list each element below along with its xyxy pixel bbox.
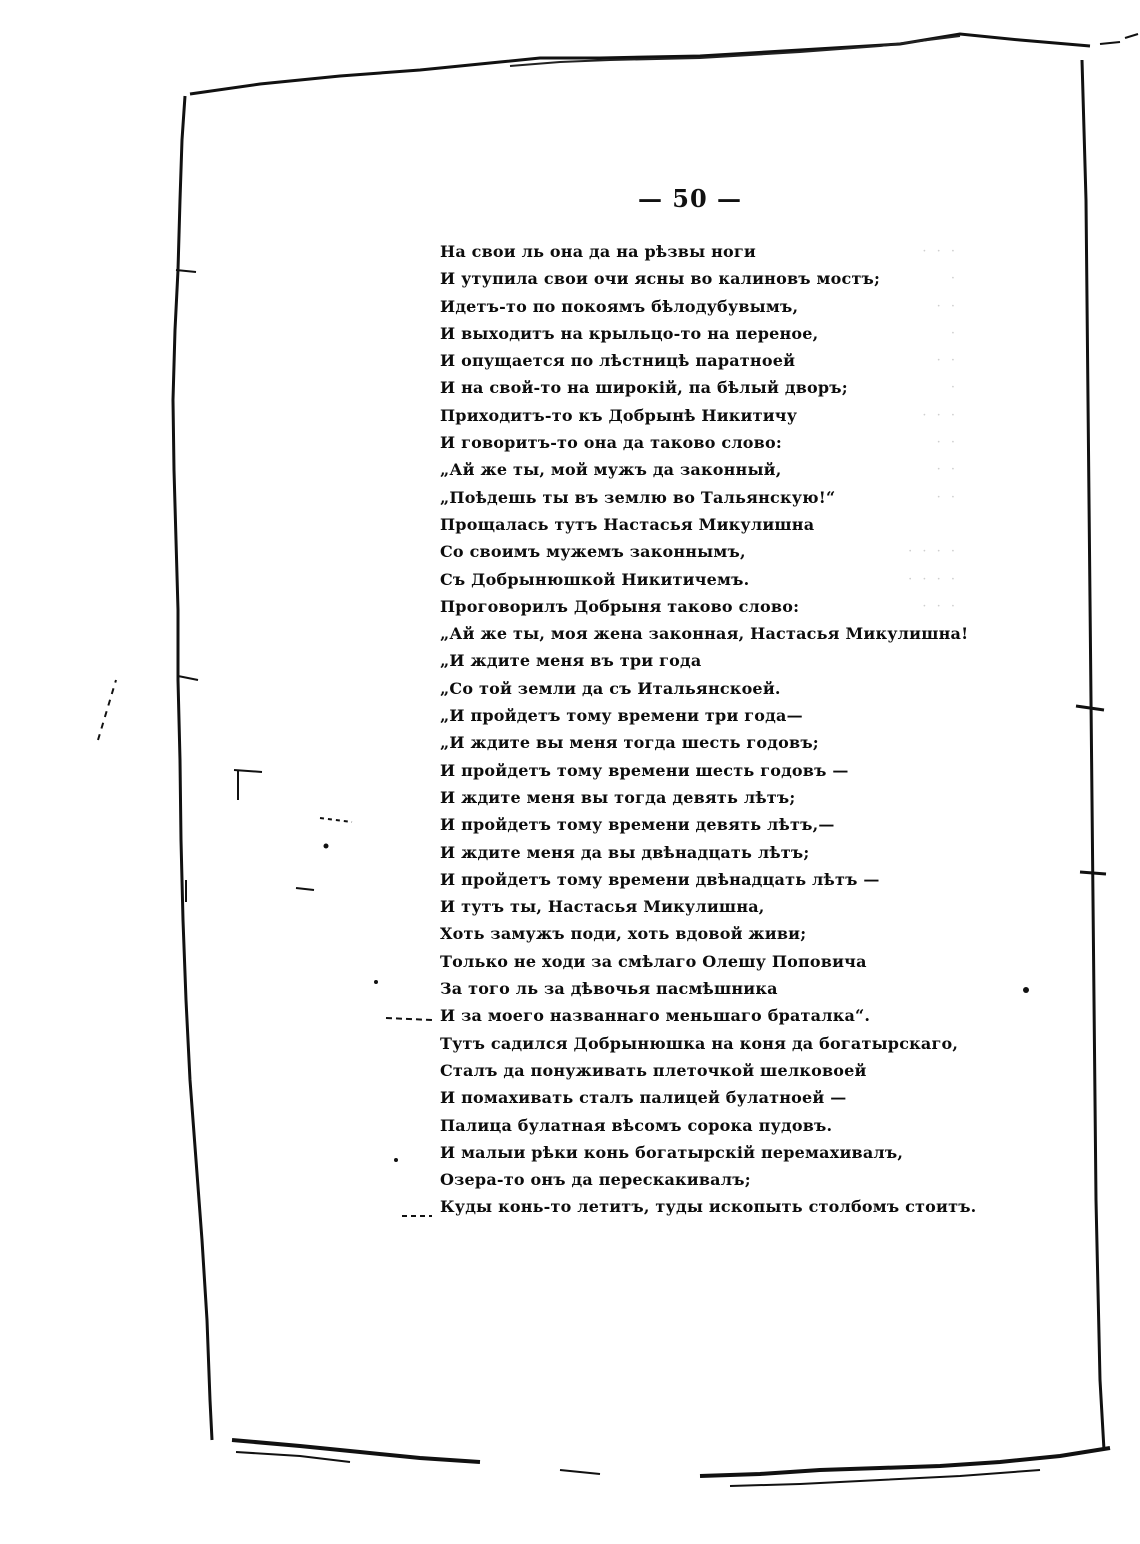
poem-line: И говоритъ-то она да таково слово: (440, 433, 782, 453)
poem-line: И утупила свои очи ясны во калиновъ мостъ; (440, 269, 881, 289)
bleed-mark: · · · (922, 598, 958, 614)
poem-line: „И ждите меня въ три года (440, 651, 702, 671)
poem-line: „И пройдетъ тому времени три года— (440, 706, 803, 726)
page-number: — 50 — (637, 184, 743, 213)
bleed-mark: · · (936, 435, 958, 451)
poem-line: „Поѣдешь ты въ землю во Тальянскую!“ (440, 487, 836, 507)
bleed-mark: · (950, 271, 958, 287)
poem-line: И тутъ ты, Настасья Микулишна, (440, 897, 765, 917)
poem-line: Только не ходи за смѣлаго Олешу Поповича (440, 951, 867, 971)
bleed-mark: · · (936, 462, 958, 478)
bleed-mark: · · · · (908, 544, 958, 560)
poem-line: „И ждите вы меня тогда шесть годовъ; (440, 733, 819, 753)
poem-line: Куды конь-то летитъ, туды ископыть столбомъ стоитъ. (440, 1197, 977, 1217)
poem-line: И малыи рѣки конь богатырскій перемахивалъ, (440, 1142, 904, 1162)
bleed-mark: · · (936, 298, 958, 314)
poem-line: Озера-то онъ да перескакивалъ; (440, 1170, 751, 1190)
poem-line: За того ль за дѣвочья пасмѣшника (440, 979, 778, 999)
poem-line: Палица булатная вѣсомъ сорока пудовъ. (440, 1115, 833, 1135)
poem-text (440, 238, 977, 1221)
bleed-mark: · · · · (908, 571, 958, 587)
poem-line: Тутъ садился Добрынюшка на коня да богатырскаго, (440, 1033, 959, 1053)
poem-line: На свои ль она да на рѣзвы ноги (440, 242, 756, 261)
poem-line: И помахивать сталъ палицей булатноей — (440, 1088, 847, 1108)
bleed-mark: · · (936, 353, 958, 369)
bleed-mark: · (950, 325, 958, 341)
bleed-mark: · · (936, 489, 958, 505)
poem-line: И выходитъ на крыльцо-то на переное, (440, 323, 819, 343)
poem-line: Сталъ да понуживать плеточкой шелковоей (440, 1060, 867, 1080)
poem-line: И на свой-то на широкій, па бѣлый дворъ; (440, 378, 848, 398)
poem-line: Проговорилъ Добрыня таково слово: (440, 596, 800, 616)
bleed-mark: · · · (922, 407, 958, 423)
poem-line: И опущается по лѣстницѣ паратноей (440, 351, 796, 371)
poem-line: Хоть замужъ поди, хоть вдовой живи; (440, 924, 807, 944)
poem-line: Съ Добрынюшкой Никитичемъ. (440, 569, 750, 589)
poem-line: И пройдетъ тому времени шесть годовъ — (440, 760, 849, 780)
poem-line: Приходитъ-то къ Добрынѣ Никитичу (440, 405, 798, 425)
poem-line: „Со той земли да съ Итальянскоей. (440, 678, 781, 698)
poem-line: Со своимъ мужемъ законнымъ, (440, 542, 746, 562)
poem-line: И за моего названнаго меньшаго браталка“. (440, 1006, 871, 1026)
bleed-mark: · · · (922, 244, 958, 259)
poem-line: И ждите меня да вы двѣнадцать лѣтъ; (440, 842, 810, 862)
bleed-mark: · (950, 380, 958, 396)
poem-line: И ждите меня вы тогда девять лѣтъ; (440, 787, 796, 807)
poem-line: И пройдетъ тому времени девять лѣтъ,— (440, 815, 835, 835)
poem-line: И пройдетъ тому времени двѣнадцать лѣтъ — (440, 869, 880, 889)
poem-line: Прощалась тутъ Настасья Микулишна (440, 514, 815, 534)
poem-line: Идетъ-то по покоямъ бѣлодубувымъ, (440, 296, 799, 316)
poem-line: „Ай же ты, мой мужъ да законный, (440, 460, 782, 480)
poem-line: „Ай же ты, моя жена законная, Настасья Микулишна! (440, 624, 969, 644)
